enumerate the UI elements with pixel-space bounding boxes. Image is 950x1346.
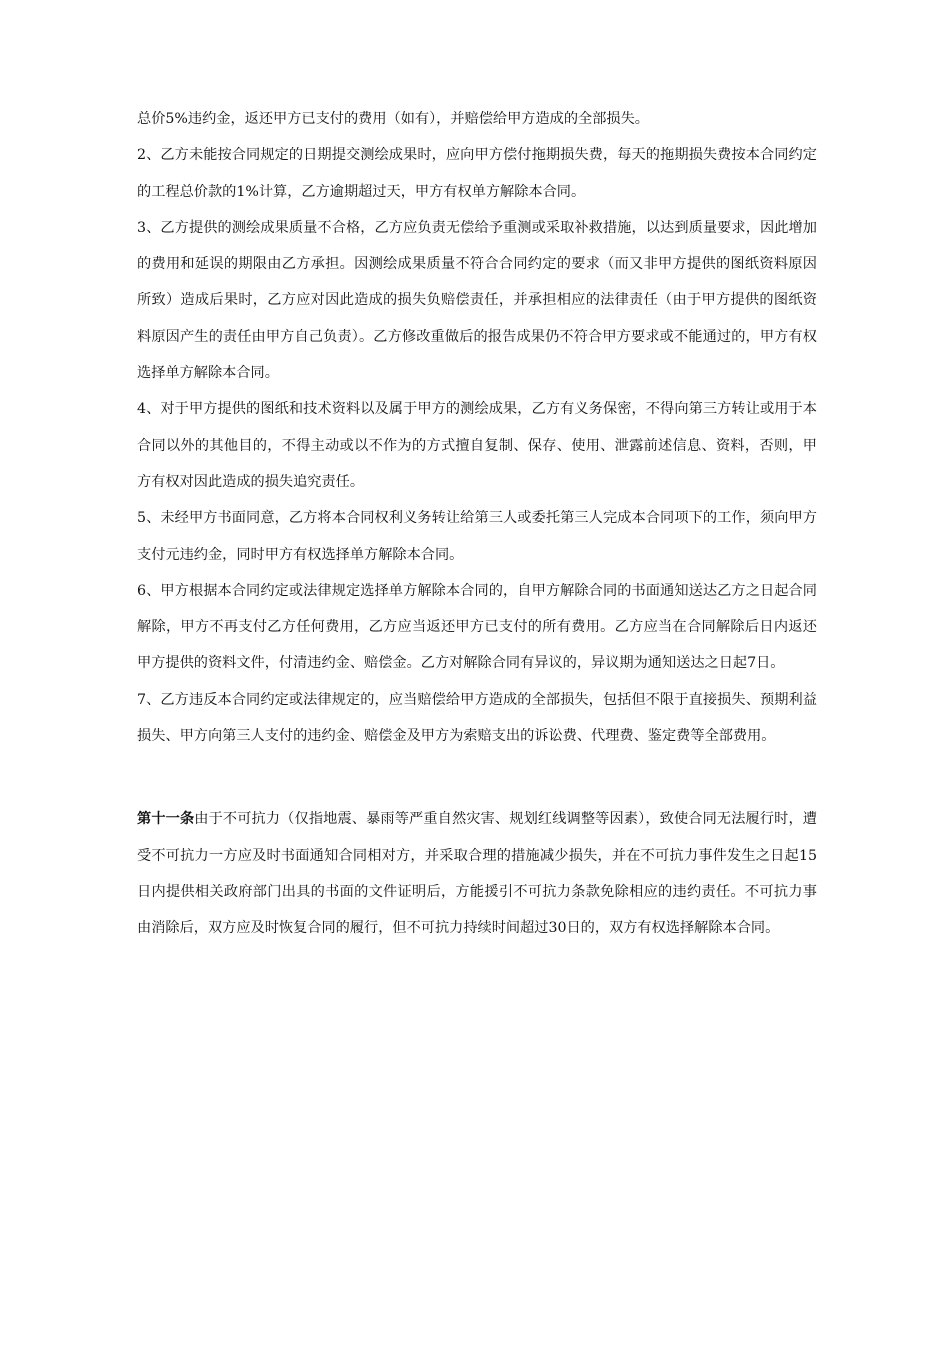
paragraph-penalty-continuation: 总价5%违约金，返还甲方已支付的费用（如有），并赔偿给甲方造成的全部损失。: [137, 111, 649, 127]
article-11-paragraph: [137, 801, 817, 946]
paragraph-clause-5: 5、未经甲方书面同意，乙方将本合同权利义务转让给第三人或委托第三人完成本合同项下的工作，须向甲方支付元违约金，同时甲方有权选择单方解除本合同。: [137, 510, 817, 563]
section-spacer: [137, 754, 817, 801]
paragraph-clause-6: 6、甲方根据本合同约定或法律规定选择单方解除本合同的，自甲方解除合同的书面通知送达乙方之日起合同解除，甲方不再支付乙方任何费用，乙方应当返还甲方已支付的所有费用。乙方应当在合同解除后日内返还甲方提供的资料文件，付清违约金、赔偿金。乙方对解除合同有异议的，异议期为通知送达之日起7日。: [137, 582, 817, 672]
paragraph-clause-2: 2、乙方未能按合同规定的日期提交测绘成果时，应向甲方偿付拖期损失费，每天的拖期损失费按本合同约定的工程总价款的1%计算，乙方逾期超过天，甲方有权单方解除本合同。: [137, 147, 817, 200]
document-body: [137, 101, 817, 947]
paragraph-clause-3: 3、乙方提供的测绘成果质量不合格，乙方应负责无偿给予重测或采取补救措施，以达到质量要求，因此增加的费用和延误的期限由乙方承担。因测绘成果质量不符合合同约定的要求（而又非甲方提供的图纸资料原因所致）造成后果时，乙方应对因此造成的损失负赔偿责任，并承担相应的法律责任（由于甲方提供的图纸资料原因产生的责任由甲方自己负责）。乙方修改重做后的报告成果仍不符合甲方要求或不能通过的，甲方有权选择单方解除本合同。: [137, 219, 817, 382]
paragraph-clause-4: 4、对于甲方提供的图纸和技术资料以及属于甲方的测绘成果，乙方有义务保密，不得向第三方转让或用于本合同以外的其他目的，不得主动或以不作为的方式擅自复制、保存、使用、泄露前述信息、资料，否则，甲方有权对因此造成的损失追究责任。: [137, 401, 817, 490]
article-11-heading: 第十一条: [137, 811, 195, 828]
article-11-body: 由于不可抗力（仅指地震、暴雨等严重自然灾害、规划红线调整等因素），致使合同无法履行时，遭受不可抗力一方应及时书面通知合同相对方，并采取合理的措施减少损失，并在不可抗力事件发生之日起15日内提供相关政府部门出具的书面的文件证明后，方能援引不可抗力条款免除相应的违约责任。不可抗力事由消除后，双方应及时恢复合同的履行，但不可抗力持续时间超过30日的，双方有权选择解除本合同。: [137, 811, 817, 937]
paragraph-clause-7: 7、乙方违反本合同约定或法律规定的，应当赔偿给甲方造成的全部损失，包括但不限于直接损失、预期利益损失、甲方向第三人支付的违约金、赔偿金及甲方为索赔支出的诉讼费、代理费、鉴定费等全部费用。: [137, 691, 817, 745]
